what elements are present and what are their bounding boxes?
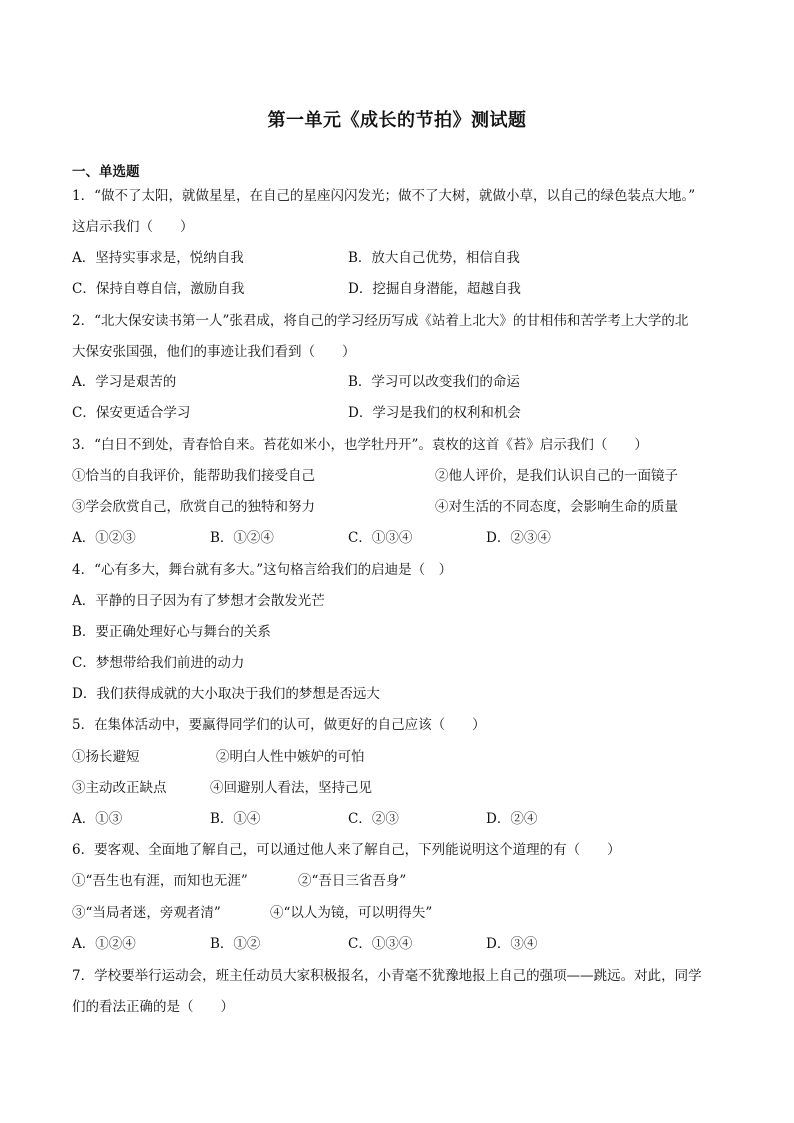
q2-stem-line2: 大保安张国强，他们的事迹让我们看到（ ） bbox=[72, 344, 356, 360]
q6-option-a: A．①②④ bbox=[72, 936, 136, 952]
q6-stem-line1: 6．要客观、全面地了解自己，可以通过他人来了解自己，下列能说明这个道理的有（ ） bbox=[72, 842, 621, 858]
q6-option-c: C．①③④ bbox=[348, 936, 413, 952]
q3-option-a: A．①②③ bbox=[72, 530, 136, 546]
page-title: 第一单元《成长的节拍》测试题 bbox=[267, 110, 527, 131]
q4-option-c: C．梦想带给我们前进的动力 bbox=[72, 655, 245, 671]
q5-option-c: C．②③ bbox=[348, 811, 399, 827]
q6-option-b: B．①② bbox=[210, 936, 261, 952]
q1-stem-line1: 1．“做不了太阳，就做星星，在自己的星座闪闪发光；做不了大树，就做小草，以自己的绿色装点大地。” bbox=[72, 188, 696, 204]
q3-stem-line1: 3．“白日不到处，青春恰自来。苔花如米小，也学牡丹开”。袁枚的这首《苔》启示我们（ ） bbox=[72, 437, 648, 453]
q3-statement-4: ④对生活的不同态度，会影响生命的质量 bbox=[435, 499, 678, 515]
q5-option-d: D．②④ bbox=[486, 811, 538, 827]
q2-stem-line1: 2．“北大保安读书第一人”张君成，将自己的学习经历写成《站着上北大》的甘相伟和苦学考上大学的北 bbox=[72, 313, 689, 329]
q5-option-b: B．①④ bbox=[210, 811, 261, 827]
q3-option-d: D．②③④ bbox=[486, 530, 551, 546]
q6-statement-3: ③“当局者迷，旁观者清” bbox=[72, 905, 221, 921]
q7-stem-line1: 7．学校要举行运动会，班主任动员大家积极报名，小青毫不犹豫地报上自己的强项——跳远。对此，同学 bbox=[72, 968, 702, 984]
q3-statement-3: ③学会欣赏自己，欣赏自己的独特和努力 bbox=[72, 499, 315, 515]
q4-stem-line1: 4．“心有多大，舞台就有多大。”这句格言给我们的启迪是（ ） bbox=[72, 562, 453, 578]
q5-stem-line1: 5．在集体活动中，要赢得同学们的认可，做更好的自己应该（ ） bbox=[72, 717, 486, 733]
q5-statement-1: ①扬长避短 bbox=[72, 749, 140, 765]
q3-statement-1: ①恰当的自我评价，能帮助我们接受自己 bbox=[72, 468, 315, 484]
q1-stem-line2: 这启示我们（ ） bbox=[72, 219, 194, 235]
section-heading: 一、单选题 bbox=[72, 164, 140, 180]
q2-option-d: D．学习是我们的权利和机会 bbox=[348, 405, 521, 421]
q6-statement-1: ①“吾生也有涯，而知也无涯” bbox=[72, 873, 248, 889]
q6-option-d: D．③④ bbox=[486, 936, 538, 952]
q2-option-c: C．保安更适合学习 bbox=[72, 405, 191, 421]
q1-option-c: C．保持自尊自信，激励自我 bbox=[72, 281, 245, 297]
q4-option-b: B．要正确处理好心与舞台的关系 bbox=[72, 624, 271, 640]
q5-statement-3: ③主动改正缺点 bbox=[72, 780, 167, 796]
q5-option-a: A．①③ bbox=[72, 811, 123, 827]
q1-option-d: D．挖掘自身潜能，超越自我 bbox=[348, 281, 521, 297]
q2-option-b: B．学习可以改变我们的命运 bbox=[348, 374, 520, 390]
q2-option-a: A．学习是艰苦的 bbox=[72, 374, 177, 390]
q7-stem-line2: 们的看法正确的是（ ） bbox=[72, 999, 234, 1015]
q5-statement-2: ②明白人性中嫉妒的可怕 bbox=[216, 749, 365, 765]
q3-option-b: B．①②④ bbox=[210, 530, 274, 546]
q6-statement-4: ④“以人为镜，可以明得失” bbox=[270, 905, 433, 921]
q3-option-c: C．①③④ bbox=[348, 530, 413, 546]
q6-statement-2: ②“吾日三省吾身” bbox=[298, 873, 407, 889]
q3-statement-2: ②他人评价，是我们认识自己的一面镜子 bbox=[435, 468, 678, 484]
q5-statement-4: ④回避别人看法，坚持己见 bbox=[210, 780, 372, 796]
q4-option-d: D．我们获得成就的大小取决于我们的梦想是否远大 bbox=[72, 686, 380, 702]
q1-option-a: A．坚持实事求是，悦纳自我 bbox=[72, 250, 244, 266]
q4-option-a: A．平静的日子因为有了梦想才会散发光芒 bbox=[72, 593, 325, 609]
q1-option-b: B．放大自己优势，相信自我 bbox=[348, 250, 520, 266]
